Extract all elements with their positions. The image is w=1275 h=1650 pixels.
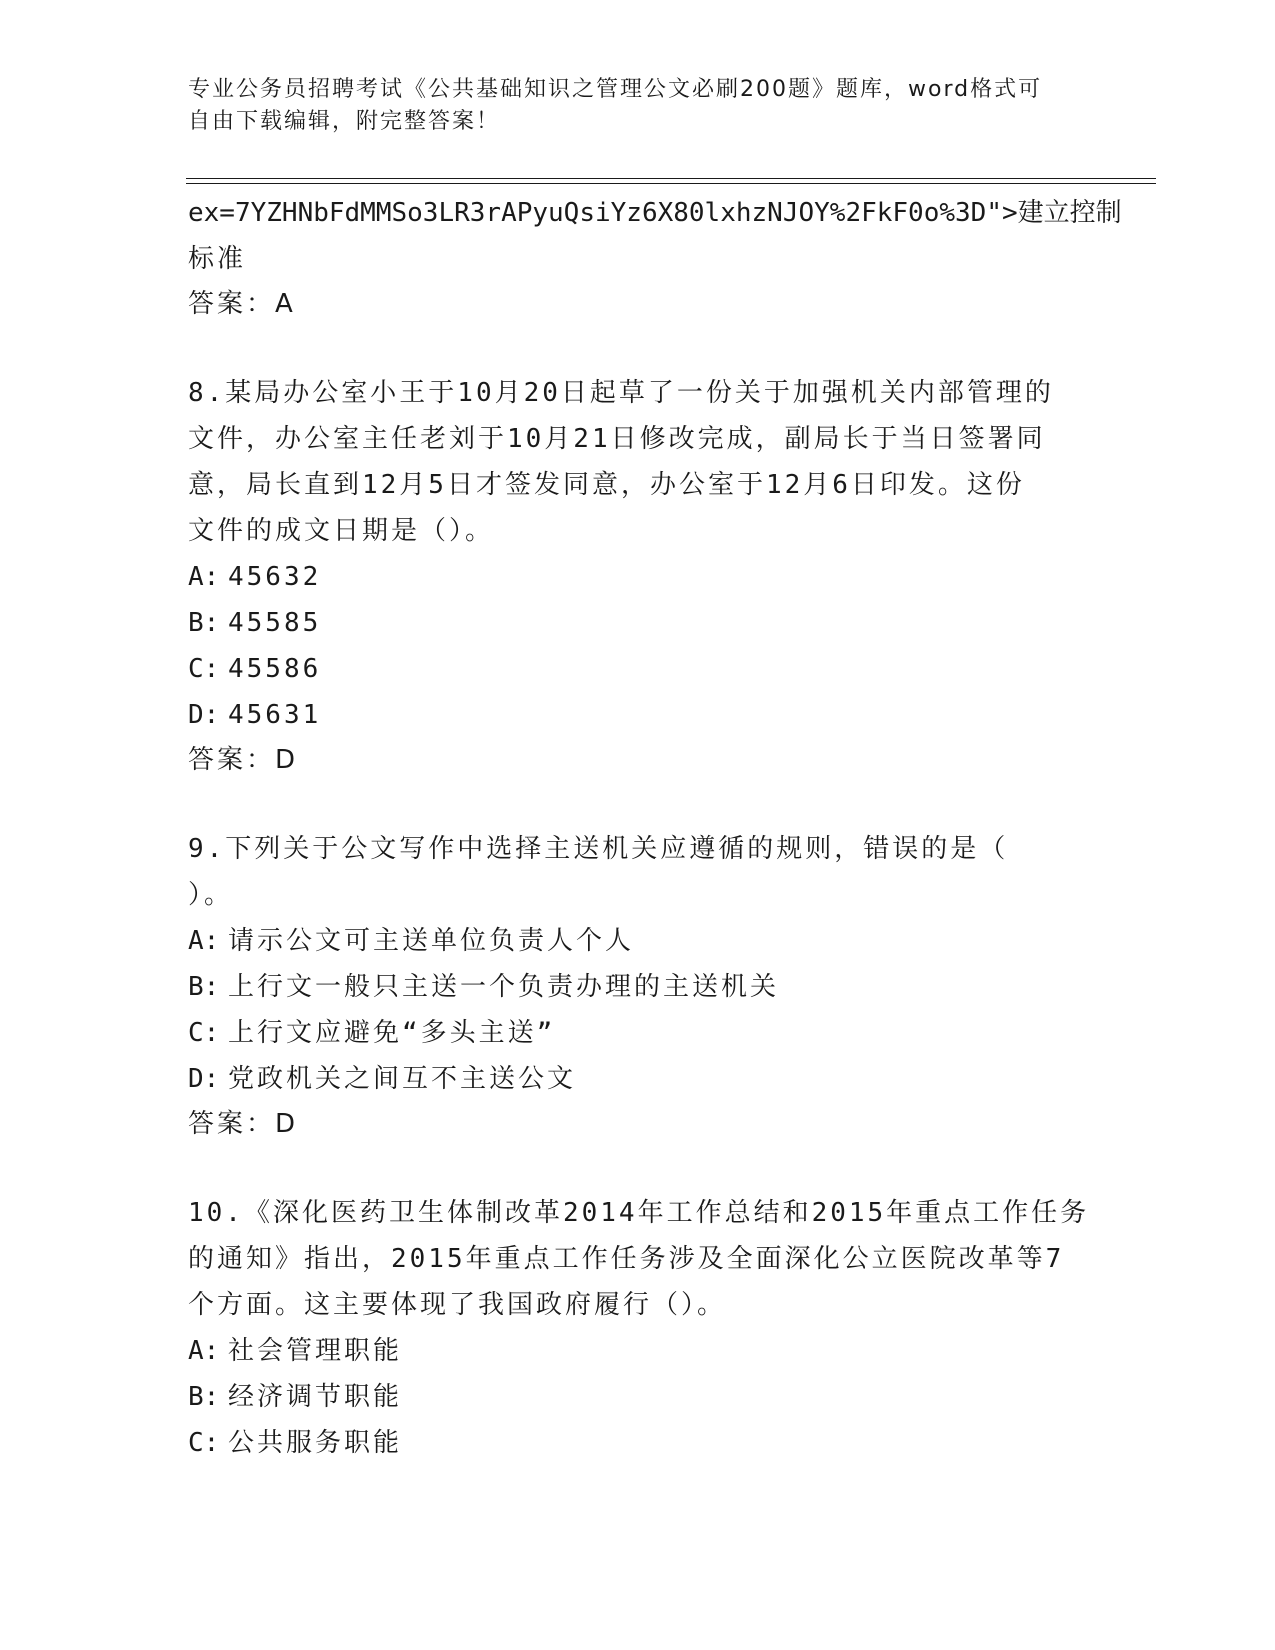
option-text: 请示公文可主送单位负责人个人 (228, 926, 635, 956)
option-label: A: (188, 926, 220, 956)
answer-line: 答案：A (188, 289, 296, 319)
option-b (188, 964, 1088, 1010)
option-text: 党政机关之间互不主送公文 (228, 1064, 577, 1094)
option-label: B: (188, 1382, 220, 1412)
question-10 (188, 1190, 1088, 1466)
option-label: C: (188, 1428, 220, 1458)
option-text: 社会管理职能 (228, 1336, 403, 1366)
option-text: 上行文应避免“多头主送” (228, 1018, 556, 1048)
question-text-line: 个方面。这主要体现了我国政府履行（）。 (188, 1290, 727, 1320)
answer-line: 答案：D (188, 1109, 299, 1139)
option-a (188, 1328, 1088, 1374)
question-text-line: ）。 (188, 880, 234, 910)
question-text-line: 意，局长直到12月5日才签发同意，办公室于12月6日印发。这份 (188, 470, 1025, 500)
option-label: B: (188, 972, 220, 1002)
fragment-line: ex=7YZHNbFdMMSo3LR3rAPyuQsiYz6X80lxhzNJOY%2FkF0o%3D">建立控制 (188, 198, 1122, 228)
header-line-1: 专业公务员招聘考试《公共基础知识之管理公文必刷200题》题库，word格式可 (188, 77, 1043, 102)
option-label: C: (188, 1018, 220, 1048)
option-c (188, 646, 1088, 692)
question-9 (188, 826, 1088, 1146)
question-text-line: 10.《深化医药卫生体制改革2014年工作总结和2015年重点工作任务 (188, 1198, 1090, 1228)
question-text-line: 9.下列关于公文写作中选择主送机关应遵循的规则，错误的是（ (188, 834, 1009, 864)
header-divider-top (186, 178, 1156, 179)
option-label: D: (188, 700, 220, 730)
option-text: 45586 (228, 654, 322, 684)
question-text-line: 文件，办公室主任老刘于10月21日修改完成，副局长于当日签署同 (188, 424, 1046, 454)
option-d (188, 692, 1088, 738)
option-c (188, 1420, 1088, 1466)
question-text-line: 的通知》指出，2015年重点工作任务涉及全面深化公立医院改革等7 (188, 1244, 1065, 1274)
option-text: 45631 (228, 700, 322, 730)
question-text-line: 8.某局办公室小王于10月20日起草了一份关于加强机关内部管理的 (188, 378, 1054, 408)
option-c (188, 1010, 1088, 1056)
option-text: 45632 (228, 562, 322, 592)
option-b (188, 1374, 1088, 1420)
option-a (188, 918, 1088, 964)
option-label: D: (188, 1064, 220, 1094)
fragment-line: 标准 (188, 244, 247, 274)
option-label: B: (188, 608, 220, 638)
document-header (188, 74, 1068, 138)
previous-question-fragment (188, 190, 1122, 326)
option-label: A: (188, 1336, 220, 1366)
option-text: 上行文一般只主送一个负责办理的主送机关 (228, 972, 780, 1002)
option-label: C: (188, 654, 220, 684)
option-d (188, 1056, 1088, 1102)
header-line-2: 自由下载编辑，附完整答案！ (188, 109, 501, 134)
option-text: 45585 (228, 608, 322, 638)
option-text: 公共服务职能 (228, 1428, 403, 1458)
option-b (188, 600, 1088, 646)
option-a (188, 554, 1088, 600)
header-divider-bottom (186, 183, 1156, 184)
option-text: 经济调节职能 (228, 1382, 403, 1412)
question-8 (188, 370, 1088, 782)
answer-line: 答案：D (188, 745, 299, 775)
document-body (188, 190, 1122, 1466)
question-text-line: 文件的成文日期是（）。 (188, 516, 495, 546)
option-label: A: (188, 562, 220, 592)
